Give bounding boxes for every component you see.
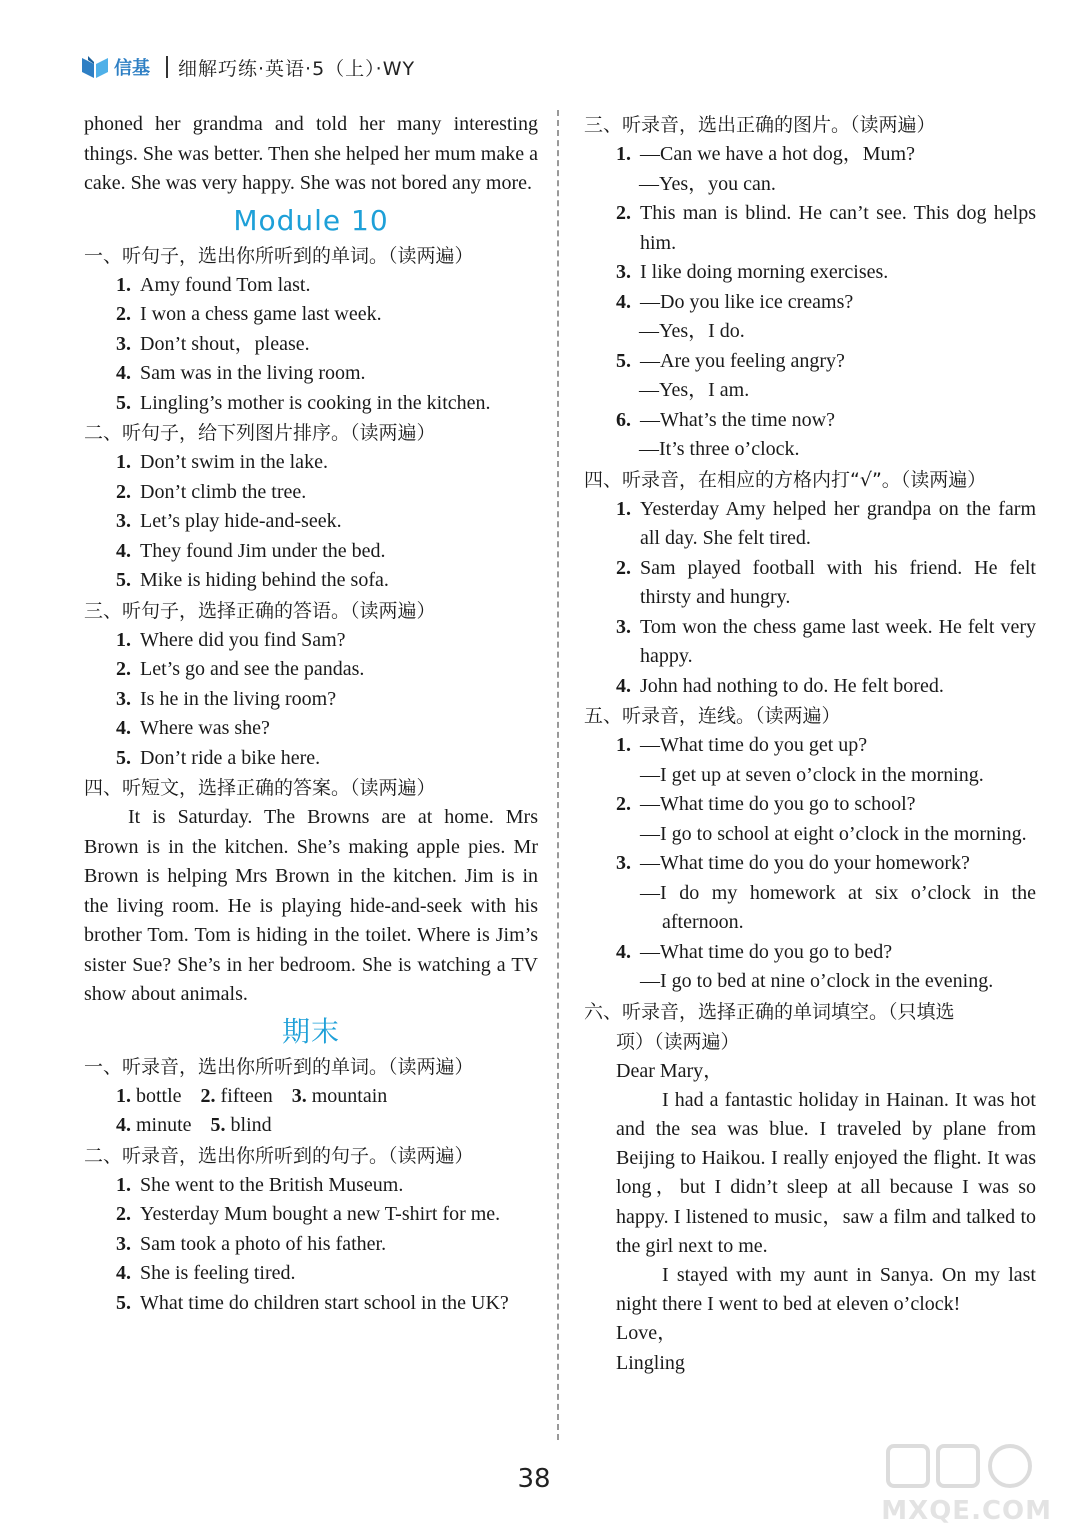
page-header <box>80 50 415 84</box>
item-number: 4. <box>116 717 131 739</box>
item-text: Sam took a photo of his father. <box>140 1232 387 1255</box>
left-column <box>84 110 538 1318</box>
item-number: 3. <box>116 510 131 532</box>
section-title: 三、听句子，选择正确的答语。（读两遍） <box>84 599 436 622</box>
header-divider <box>166 56 168 78</box>
item-number: 5. <box>616 349 631 372</box>
list-item <box>84 566 538 596</box>
item-continuation: —Yes，you can. <box>639 172 776 195</box>
answer-text: —I get up at seven o’clock in the morning. <box>640 763 984 786</box>
final-section-2 <box>84 1141 538 1319</box>
item-text: Sam was in the living room. <box>140 362 366 384</box>
item-number: 5. <box>116 1291 131 1314</box>
list-item <box>584 849 1036 879</box>
item-number: 2. <box>116 303 131 325</box>
item-text: She is feeling tired. <box>140 1262 296 1284</box>
list-item <box>84 359 538 389</box>
item-text: fifteen <box>220 1084 273 1107</box>
list-item <box>584 820 1036 850</box>
list-item <box>84 714 538 744</box>
item-number: 1. <box>116 1173 131 1196</box>
list-item <box>84 300 538 330</box>
item-number: 4. <box>116 1114 131 1136</box>
word-row <box>84 1111 538 1141</box>
section-3 <box>84 596 538 774</box>
list-item <box>584 347 1036 377</box>
item-number: 1. <box>116 451 131 473</box>
section-5-matching <box>584 701 1036 997</box>
list-item <box>584 938 1036 968</box>
list-item <box>584 554 1036 613</box>
item-number: 3. <box>116 332 131 355</box>
item-number: 1. <box>616 497 631 520</box>
list-item <box>84 1289 538 1319</box>
list-item <box>84 1200 538 1230</box>
list-item <box>84 655 538 685</box>
list-item <box>84 271 538 301</box>
item-text: —Can we have a hot dog，Mum? <box>640 143 915 165</box>
item-text: Don’t climb the tree. <box>140 480 307 503</box>
brand-name: 信基 <box>114 58 150 79</box>
section-title-cont: 项）（读两遍） <box>616 1030 740 1053</box>
passage-text: It is Saturday. The Browns are at home. Mrs Brown is in the kitchen. She’s making apple pies. Mr Brown is helping Mrs Brown in the kitchen. Jim is in the living room. He is playing hide-and-seek with his brother Tom. Tom is hiding in the toilet. Where is Jim’s sister Sue? She’s in her bedroom. She is watching a TV show about animals. <box>84 806 538 1005</box>
word-row <box>84 1082 538 1112</box>
item-number: 5. <box>116 391 131 414</box>
item-number: 3. <box>116 687 131 710</box>
section-title: 一、听录音，选出你所听到的单词。（读两遍） <box>84 1055 474 1078</box>
list-item <box>84 448 538 478</box>
item-text: She went to the British Museum. <box>140 1173 404 1196</box>
letter-closing: Love， <box>616 1322 678 1345</box>
list-item <box>84 389 538 419</box>
item-text: Where was she? <box>140 717 270 739</box>
item-text: Don’t ride a bike here. <box>140 746 321 769</box>
letter-paragraph: I stayed with my aunt in Sanya. On my last night there I went to bed at eleven o’clock! <box>616 1263 1036 1316</box>
list-item <box>584 879 1036 938</box>
brand-logo <box>80 54 150 80</box>
letter-paragraph: I had a fantastic holiday in Hainan. It was hot and the sea was blue. I traveled by plane from Beijing to Haikou. I really enjoyed the flight. It was long，but I didn’t sleep at all because I was so happy. I listened to music，saw a film and talked to the girl next to me. <box>616 1088 1036 1257</box>
list-item <box>584 495 1036 554</box>
item-text: Sam played football with his friend. He felt thirsty and hungry. <box>640 556 1036 608</box>
item-number: 5. <box>116 746 131 769</box>
list-item <box>584 258 1036 288</box>
section-title: 四、听录音，在相应的方格内打“√”。（读两遍） <box>584 468 987 491</box>
item-text: Lingling’s mother is cooking in the kitchen. <box>140 391 491 414</box>
item-text: Where did you find Sam? <box>140 628 346 651</box>
item-number: 2. <box>116 658 131 680</box>
item-number: 2. <box>616 793 631 815</box>
item-number: 4. <box>116 539 131 562</box>
right-column <box>584 110 1036 1378</box>
item-number: 6. <box>616 408 631 431</box>
item-continuation: —Yes，I am. <box>639 379 750 401</box>
answer-text: —I go to school at eight o’clock in the morning. <box>640 822 1027 845</box>
list-item <box>84 1259 538 1289</box>
item-text: Let’s play hide-and-seek. <box>140 510 342 532</box>
watermark-text: MXQE.COM <box>881 1496 1052 1526</box>
item-number: 3. <box>616 615 631 638</box>
intro-paragraph: phoned her grandma and told her many interesting things. She was better. Then she helped her mum make a cake. She was very happy. She was not bored any more. <box>84 113 538 194</box>
section-title: 二、听句子，给下列图片排序。（读两遍） <box>84 422 436 444</box>
item-text: bottle <box>136 1084 182 1107</box>
item-number: 4. <box>616 674 631 697</box>
watermark-logo-icon <box>880 1440 1060 1500</box>
book-icon <box>80 54 110 80</box>
item-text: Yesterday Mum bought a new T-shirt for me. <box>140 1203 501 1225</box>
list-item <box>584 406 1036 436</box>
item-text: mountain <box>311 1084 388 1107</box>
item-number: 4. <box>616 290 631 313</box>
item-number: 2. <box>616 556 631 579</box>
list-item <box>584 140 1036 170</box>
list-item <box>584 790 1036 820</box>
item-text: Amy found Tom last. <box>140 273 311 296</box>
item-text: Don’t swim in the lake. <box>140 451 328 473</box>
item-continuation: —Yes，I do. <box>639 320 745 342</box>
item-number: 4. <box>616 940 631 963</box>
item-number: 3. <box>116 1232 131 1255</box>
item-number: 2. <box>116 1203 131 1225</box>
answer-text: —I go to bed at nine o’clock in the evening. <box>640 970 994 992</box>
item-continuation: —It’s three o’clock. <box>639 438 800 460</box>
item-number: 4. <box>116 1262 131 1284</box>
letter-signature: Lingling <box>616 1351 685 1374</box>
item-text: Mike is hiding behind the sofa. <box>140 569 389 591</box>
list-item <box>584 761 1036 791</box>
watermark <box>880 1440 1060 1530</box>
list-item <box>84 330 538 360</box>
list-item <box>84 626 538 656</box>
item-text: Tom won the chess game last week. He felt very happy. <box>640 615 1036 667</box>
item-text: Yesterday Amy helped her grandpa on the farm all day. She felt tired. <box>640 497 1036 549</box>
final-exam-title: 期末 <box>281 1014 340 1048</box>
section-1 <box>84 241 538 419</box>
item-text: John had nothing to do. He felt bored. <box>640 674 944 697</box>
list-item <box>84 507 538 537</box>
list-item <box>84 478 538 508</box>
item-text: blind <box>230 1114 272 1136</box>
item-text: —What’s the time now? <box>640 408 835 431</box>
item-number: 5. <box>210 1114 226 1136</box>
item-text: Let’s go and see the pandas. <box>140 658 365 680</box>
list-item <box>584 731 1036 761</box>
section-title: 二、听录音，选出你所听到的句子。（读两遍） <box>84 1144 474 1167</box>
item-number: 1. <box>116 628 131 651</box>
section-title: 五、听录音，连线。（读两遍） <box>584 705 841 727</box>
list-item <box>84 1230 538 1260</box>
question-text: —What time do you do your homework? <box>640 852 970 874</box>
item-text: I like doing morning exercises. <box>640 261 889 283</box>
item-number: 1. <box>116 1084 131 1107</box>
column-divider <box>557 110 559 1440</box>
item-number: 3. <box>616 852 631 874</box>
item-number: 2. <box>616 202 631 224</box>
item-text: —Do you like ice creams? <box>640 290 854 313</box>
list-item <box>84 685 538 715</box>
module-title: Module 10 <box>233 203 389 237</box>
section-4-checkmark <box>584 465 1036 702</box>
item-text: They found Jim under the bed. <box>140 539 386 562</box>
item-text: Don’t shout，please. <box>140 332 310 355</box>
list-item <box>84 744 538 774</box>
letter-greeting: Dear Mary， <box>616 1059 724 1082</box>
item-number: 1. <box>616 143 631 165</box>
section-4 <box>84 773 538 1010</box>
item-number: 4. <box>116 362 131 384</box>
section-title: 四、听短文，选择正确的答案。（读两遍） <box>84 777 436 799</box>
list-item <box>84 537 538 567</box>
answer-text: —I do my homework at six o’clock in the afternoon. <box>640 881 1036 933</box>
letter <box>584 1057 1036 1378</box>
book-title: 细解巧练·英语·5（上）·WY <box>178 57 416 80</box>
question-text: —What time do you get up? <box>640 734 868 756</box>
item-text: minute <box>136 1114 192 1136</box>
list-item <box>584 672 1036 702</box>
question-text: —What time do you go to bed? <box>640 940 893 963</box>
item-number: 2. <box>200 1084 216 1107</box>
item-text: I won a chess game last week. <box>140 303 382 325</box>
list-item <box>584 967 1036 997</box>
page-number: 38 <box>517 1464 551 1494</box>
final-section-1 <box>84 1052 538 1141</box>
list-item <box>84 1171 538 1201</box>
question-text: —What time do you go to school? <box>640 793 916 815</box>
list-item <box>584 613 1036 672</box>
item-number: 3. <box>616 261 631 283</box>
item-text: Is he in the living room? <box>140 687 337 710</box>
section-2 <box>84 418 538 596</box>
item-text: What time do children start school in the UK? <box>140 1291 509 1314</box>
item-number: 3. <box>291 1084 307 1107</box>
section-6-fill-blank <box>584 997 1036 1378</box>
section-title: 三、听录音，选出正确的图片。（读两遍） <box>584 114 936 136</box>
list-item <box>584 288 1036 318</box>
item-text: —Are you feeling angry? <box>640 349 845 372</box>
section-3-pictures <box>584 110 1036 465</box>
item-number: 5. <box>116 569 131 591</box>
item-number: 1. <box>116 273 131 296</box>
item-number: 2. <box>116 480 131 503</box>
list-item <box>584 199 1036 258</box>
item-number: 1. <box>616 734 631 756</box>
section-title: 六、听录音，选择正确的单词填空。（只填选 <box>584 1000 955 1023</box>
item-text: This man is blind. He can’t see. This dog helps him. <box>640 202 1036 254</box>
section-title: 一、听句子，选出你所听到的单词。（读两遍） <box>84 244 474 267</box>
